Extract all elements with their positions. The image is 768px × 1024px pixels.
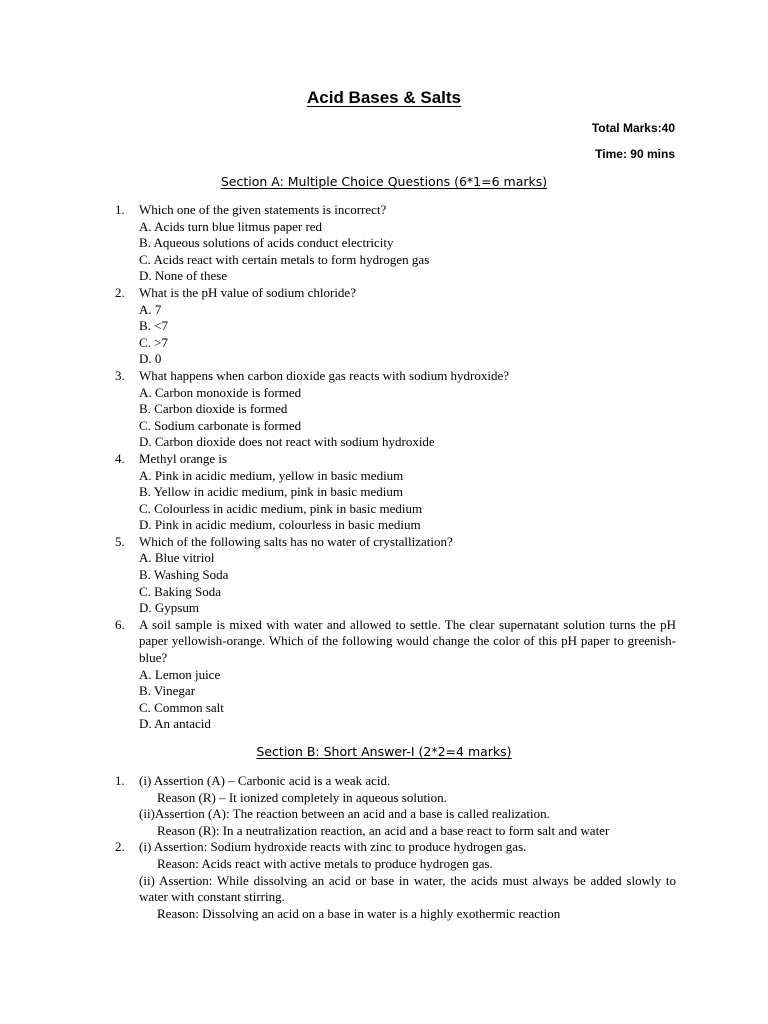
option: D. Pink in acidic medium, colourless in basic medium (139, 517, 421, 533)
option: D. Gypsum (139, 600, 199, 616)
question-text: Methyl orange is (139, 450, 228, 466)
option: D. Carbon dioxide does not react with sodium hydroxide (139, 434, 435, 450)
question-b2 (0, 839, 676, 922)
reason-text: Reason (R) – It ionized completely in aqueous solution. (157, 789, 447, 805)
option: C. Sodium carbonate is formed (139, 417, 302, 433)
option: C. >7 (139, 334, 169, 350)
option: B. Yellow in acidic medium, pink in basic medium (139, 484, 403, 500)
option: D. An antacid (139, 716, 211, 732)
option: A. Carbon monoxide is formed (139, 384, 302, 400)
option: D. 0 (139, 351, 162, 367)
question-number: 2. (115, 839, 125, 855)
section-a-questions (0, 202, 676, 733)
reason-text: Reason: Dissolving an acid on a base in water is a highly exothermic reaction (157, 905, 561, 921)
question-number: 6. (115, 616, 125, 632)
question-text: Which one of the given statements is incorrect? (139, 202, 387, 217)
option: C. Common salt (139, 699, 224, 715)
question-number: 4. (115, 450, 125, 466)
question-a6 (0, 617, 676, 733)
option: C. Baking Soda (139, 583, 221, 599)
assertion-text: (i) Assertion: Sodium hydroxide reacts with zinc to produce hydrogen gas. (139, 839, 527, 855)
assertion-text: (ii)Assertion (A): The reaction between an acid and a base is called realization. (139, 806, 550, 822)
option: B. Vinegar (139, 683, 196, 699)
section-b-questions (0, 773, 676, 922)
question-number: 1. (115, 202, 125, 217)
option: B. Aqueous solutions of acids conduct electricity (139, 235, 394, 251)
option: B. Washing Soda (139, 567, 229, 583)
option: A. 7 (139, 301, 162, 317)
assertion-text: (ii) Assertion: While dissolving an acid or base in water, the acids must always be added slowly to water with constant stirring. (139, 872, 676, 905)
reason-text: Reason (R): In a neutralization reaction, an acid and a base react to form salt and water (157, 822, 610, 838)
question-a4 (0, 451, 676, 534)
question-number: 5. (115, 533, 125, 549)
option: A. Acids turn blue litmus paper red (139, 218, 323, 234)
question-a3 (0, 368, 676, 451)
option: A. Blue vitriol (139, 550, 215, 566)
question-a5 (0, 534, 676, 617)
section-a-heading: Section A: Multiple Choice Questions (6*1=6 marks) (220, 174, 548, 189)
reason-text: Reason: Acids react with active metals to produce hydrogen gas. (157, 855, 493, 871)
option: D. None of these (139, 268, 228, 284)
option: C. Acids react with certain metals to form hydrogen gas (139, 251, 430, 267)
time-limit: Time: 90 mins (595, 147, 675, 161)
option: A. Pink in acidic medium, yellow in basic medium (139, 467, 404, 483)
question-a1 (0, 202, 676, 285)
section-b-heading: Section B: Short Answer-I (2*2=4 marks) (256, 744, 512, 759)
option: B. Carbon dioxide is formed (139, 401, 288, 417)
question-text: What happens when carbon dioxide gas reacts with sodium hydroxide? (139, 367, 510, 383)
page-title: Acid Bases & Salts (306, 88, 461, 107)
option: A. Lemon juice (139, 666, 221, 682)
assertion-text: (i) Assertion (A) – Carbonic acid is a weak acid. (139, 773, 391, 788)
option: B. <7 (139, 318, 169, 334)
question-number: 1. (115, 773, 125, 788)
question-number: 3. (115, 367, 125, 383)
question-text: Which of the following salts has no water of crystallization? (139, 533, 453, 549)
option: C. Colourless in acidic medium, pink in basic medium (139, 500, 423, 516)
question-number: 2. (115, 284, 125, 300)
question-text: A soil sample is mixed with water and allowed to settle. The clear supernatant solution turns the pH paper yellowish-orange. Which of the following would change the color of this pH paper to greenish-blue? (139, 616, 676, 666)
total-marks: Total Marks:40 (591, 121, 675, 135)
question-a2 (0, 285, 676, 368)
question-text: What is the pH value of sodium chloride? (139, 284, 356, 300)
question-b1 (0, 773, 676, 839)
